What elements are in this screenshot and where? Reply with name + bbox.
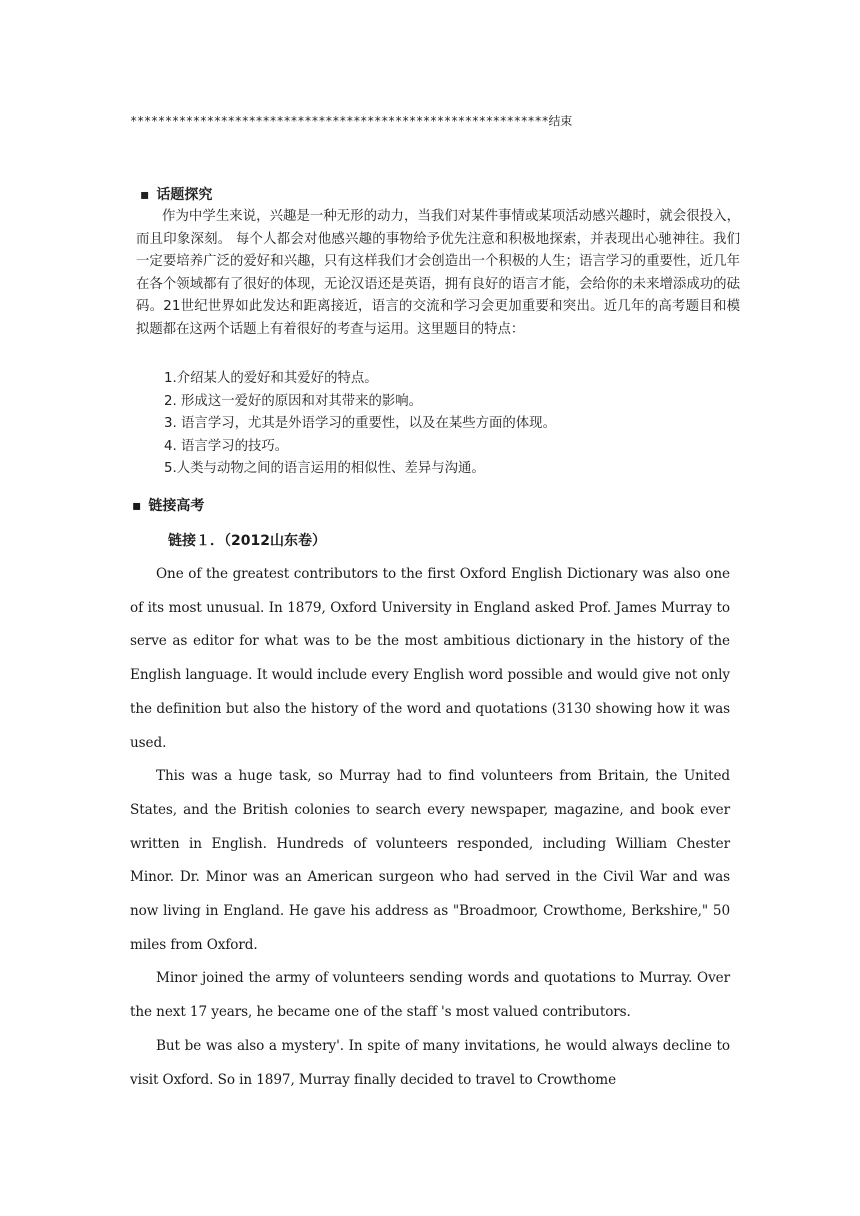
paragraph-text: This was a huge task, so Murray had to find volunteers from Britain, the United States, and the British colonies to search every newspaper, magazine, and book ever written in English. Hundreds of volunteers responded, including William Chester Minor. Dr. Minor was an American surgeon who had served in the Civil War and was now living in England. He gave his address as "Broadmoor, Crowthome, Berkshire," 50 miles from Oxford. (130, 768, 730, 953)
topic-paragraph-text: 作为中学生来说，兴趣是一种无形的动力，当我们对某件事情或某项活动感兴趣时，就会很投入，而且印象深刻。 每个人都会对他感兴趣的事物给予优先注意和积极地探索，并表现出心驰神往。我们一定要培养广泛的爱好和兴趣，只有这样我们才会创造出一个积极的人生；语言学习的重要性，近几年在各个领域都有了很好的体现，无论汉语还是英语，拥有良好的语言才能，会给你的未来增添成功的砝码。21世纪世界如此发达和距离接近，语言的交流和学习会更加重要和突出。近几年的高考题目和模拟题都在这两个话题上有着很好的考查与运用。这里题目的特点： (136, 209, 740, 337)
link-title: 链接１．（2012山东卷） (168, 533, 326, 549)
topic-heading-text: 话题探究 (156, 187, 213, 203)
paragraph (130, 1030, 730, 1097)
list-item: 5.人类与动物之间的语言运用的相似性、差异与沟通。 (164, 461, 485, 477)
paragraph-text: But be was also a mystery'. In spite of many invitations, he would always decline to visit Oxford. So in 1897, Murray finally decided to travel to Crowthome (130, 1037, 730, 1088)
topic-image (128, 178, 740, 480)
separator-line: ************************************************************结束 (130, 114, 572, 128)
list-item: 4. 语言学习的技巧。 (164, 438, 289, 454)
section-heading (132, 495, 204, 515)
paragraph (130, 558, 730, 760)
paragraph-text: Minor joined the army of volunteers sending words and quotations to Murray. Over the next 17 years, he became one of the staff 's most valued contributors. (130, 970, 730, 1021)
paragraph (130, 962, 730, 1029)
paragraph-text: One of the greatest contributors to the first Oxford English Dictionary was also one of its most unusual. In 1879, Oxford University in England asked Prof. James Murray to serve as editor for what was to be the most ambitious dictionary in the history of the English language. It would include every English word possible and would give not only the definition but also the history of the word and quotations (3130 showing how it was used. (130, 566, 730, 751)
topic-paragraph (136, 206, 740, 342)
bullet-icon: ▪ (132, 498, 142, 514)
list-item: 2. 形成这一爱好的原因和对其带来的影响。 (164, 393, 423, 409)
topic-list (164, 368, 556, 481)
topic-heading (140, 184, 212, 204)
list-item: 3. 语言学习，尤其是外语学习的重要性，以及在某些方面的体现。 (164, 416, 556, 432)
section-heading-text: 链接高考 (148, 498, 205, 514)
bullet-icon: ▪ (140, 187, 150, 203)
passage (130, 558, 730, 1097)
list-item: 1.介绍某人的爱好和其爱好的特点。 (164, 371, 378, 386)
paragraph (130, 760, 730, 962)
